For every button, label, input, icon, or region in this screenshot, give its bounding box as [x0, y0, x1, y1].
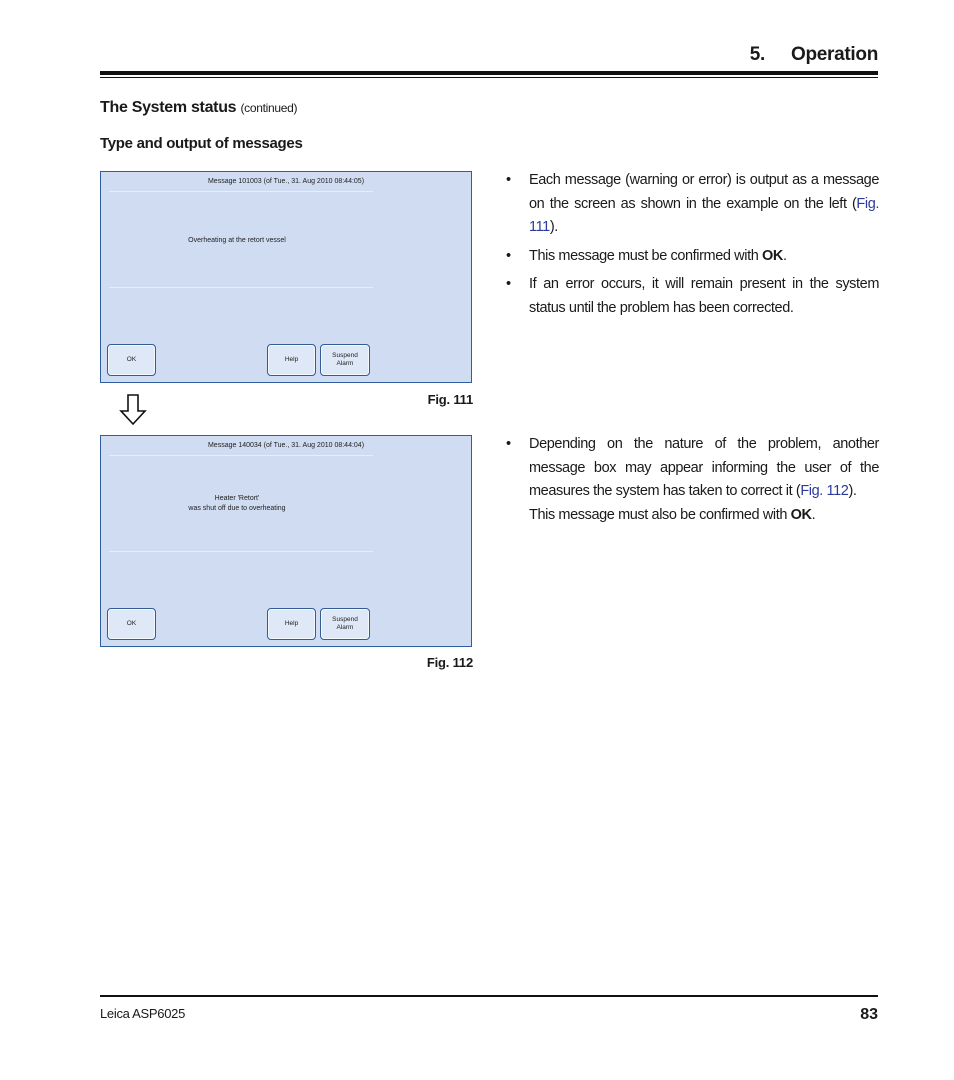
heading-continued: (continued) — [240, 101, 298, 115]
footer-product: Leica ASP6025 — [100, 1006, 186, 1021]
figure-link[interactable]: Fig. 111 — [529, 195, 879, 235]
suspend-alarm-button[interactable] — [320, 608, 370, 640]
help-button[interactable]: Help — [267, 344, 316, 376]
figure-link[interactable]: Fig. 112 — [800, 483, 849, 499]
bullet-text: . — [782, 247, 787, 264]
bullet-text: ). — [848, 483, 857, 499]
heading-title: The System status — [100, 99, 237, 116]
divider — [109, 551, 373, 552]
bullet-subline — [529, 504, 879, 528]
bullet-text: If an error occurs, it will remain present in the system status until the problem has been corrected. — [529, 276, 879, 316]
figure-caption: Fig. 112 — [426, 655, 473, 670]
message-screen-fig111 — [100, 171, 472, 383]
bullet-text: . — [811, 506, 816, 523]
bullet-text: Depending on the nature of the problem, another message box may appear informing the user of the measures the system has taken to correct it ( — [529, 436, 879, 499]
subheading: Type and output of messages — [100, 135, 303, 152]
footer-rule — [100, 995, 878, 997]
suspend-alarm-button[interactable] — [320, 344, 370, 376]
section-name: Operation — [790, 44, 878, 65]
message-title: Message 140034 (of Tue., 31. Aug 2010 08:44:04) — [207, 442, 365, 449]
list-item — [506, 245, 879, 269]
message-body: Overheating at the retort vessel — [188, 237, 286, 244]
list-item — [506, 169, 879, 240]
page-heading — [100, 99, 297, 117]
message-title: Message 101003 (of Tue., 31. Aug 2010 08:44:05) — [207, 178, 365, 185]
section-number: 5. — [749, 44, 765, 65]
list-item — [506, 273, 879, 320]
page-number: 83 — [860, 1006, 878, 1023]
list-item — [506, 433, 879, 527]
suspend-alarm-label: Suspend Alarm — [332, 352, 358, 367]
down-arrow-icon — [118, 393, 148, 427]
header-rule-thin — [100, 77, 878, 78]
message-screen-fig112 — [100, 435, 472, 647]
header-rule — [100, 71, 878, 75]
help-button[interactable]: Help — [267, 608, 316, 640]
bullet-bold: OK — [790, 506, 812, 523]
section-title — [750, 44, 878, 66]
bullet-list — [506, 433, 879, 532]
bullet-text: This message must also be confirmed with — [529, 506, 791, 523]
ok-button[interactable]: OK — [107, 608, 156, 640]
figure-caption: Fig. 111 — [427, 392, 473, 407]
divider — [109, 191, 373, 192]
bullet-bold: OK — [762, 247, 783, 264]
bullet-text: This message must be confirmed with — [529, 247, 762, 264]
bullet-text: ). — [549, 219, 558, 235]
bullet-list — [506, 169, 879, 325]
bullet-text: Each message (warning or error) is output as a message on the screen as shown in the example on the left ( — [529, 172, 879, 212]
message-body: Heater 'Retort' was shut off due to overheating — [188, 495, 286, 512]
suspend-alarm-label: Suspend Alarm — [332, 616, 358, 631]
divider — [109, 287, 373, 288]
divider — [109, 455, 373, 456]
ok-button[interactable]: OK — [107, 344, 156, 376]
